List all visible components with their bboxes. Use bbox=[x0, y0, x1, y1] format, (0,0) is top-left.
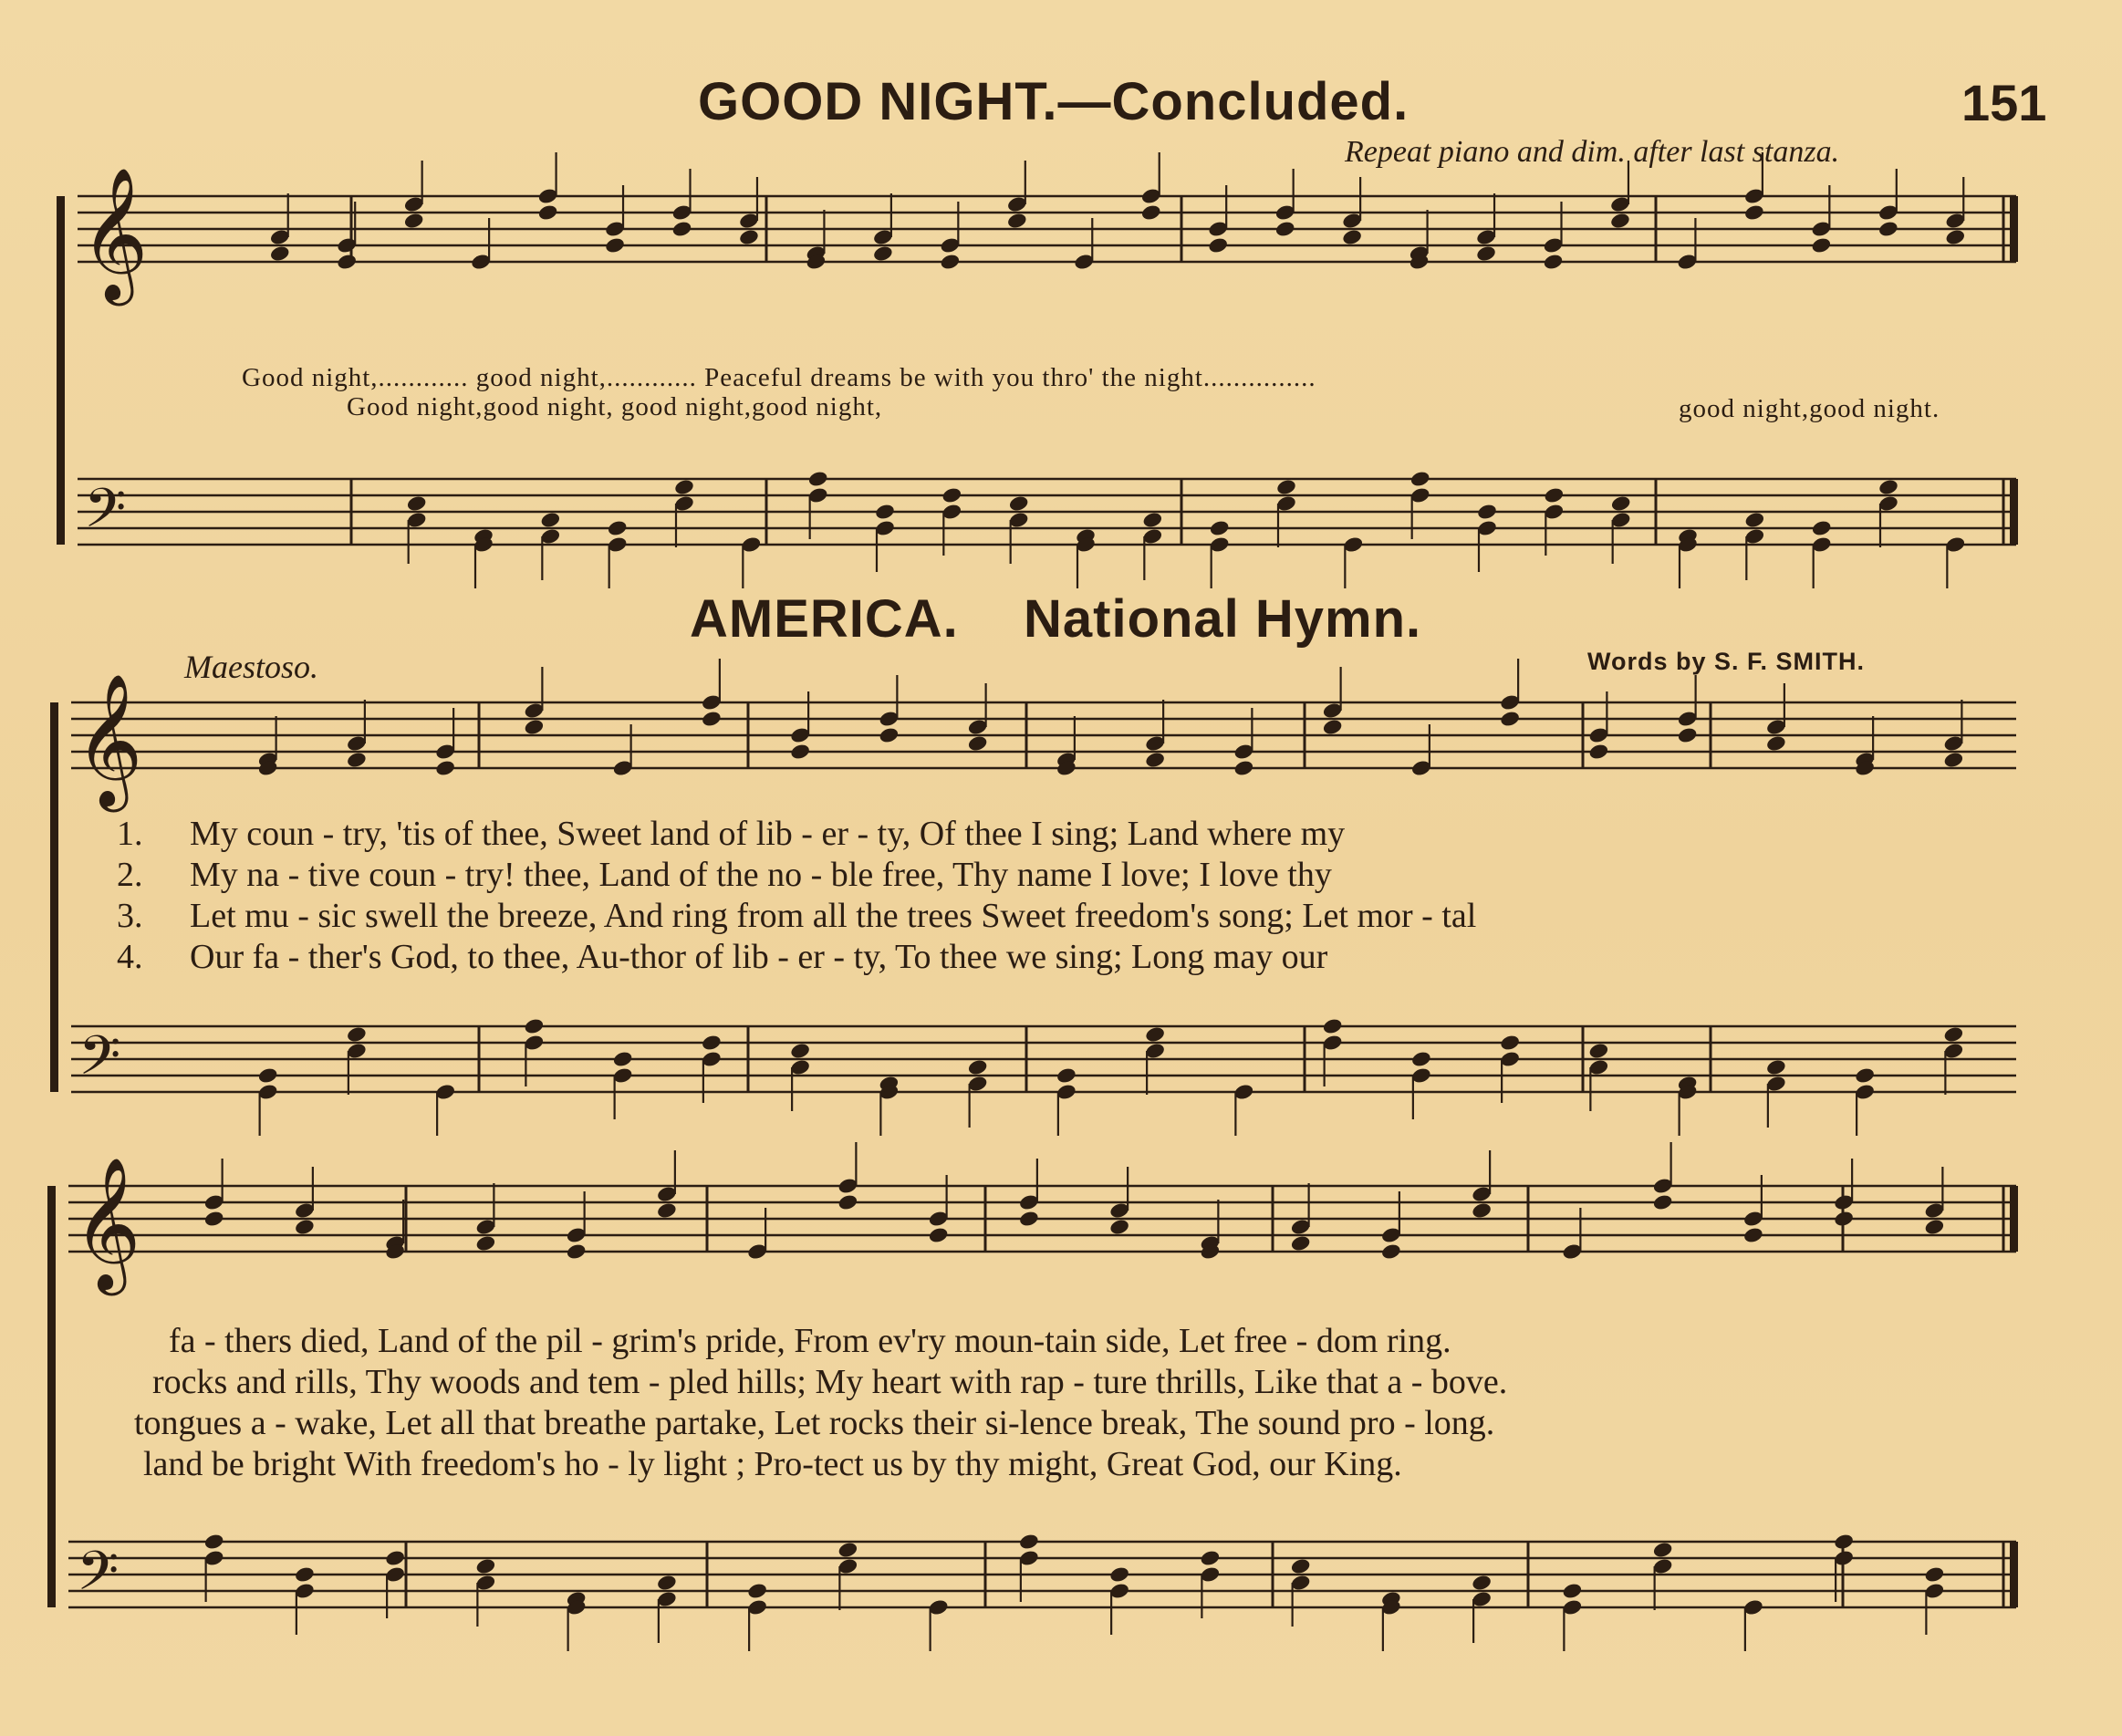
notehead bbox=[1108, 1565, 1130, 1584]
notehead bbox=[1290, 1557, 1312, 1575]
notehead bbox=[475, 1557, 497, 1575]
notehead bbox=[537, 203, 559, 222]
notehead bbox=[1341, 228, 1363, 246]
notehead bbox=[1854, 1066, 1876, 1085]
notehead bbox=[1588, 743, 1610, 761]
notehead bbox=[1476, 503, 1498, 521]
verse-number: 1. bbox=[117, 815, 143, 853]
notehead bbox=[1144, 751, 1166, 769]
final-barline bbox=[2010, 196, 2018, 262]
notehead bbox=[1275, 478, 1297, 496]
notehead bbox=[203, 1210, 225, 1228]
notehead bbox=[1765, 734, 1787, 753]
notehead bbox=[879, 726, 900, 744]
notehead bbox=[1471, 1574, 1493, 1592]
notehead bbox=[1274, 220, 1296, 238]
america-subtitle: National Hymn. bbox=[1024, 589, 1422, 649]
notehead bbox=[607, 519, 629, 537]
notehead bbox=[1588, 1042, 1610, 1060]
notehead bbox=[1144, 1025, 1166, 1044]
notehead bbox=[604, 236, 626, 255]
notehead bbox=[1878, 220, 1899, 238]
notehead bbox=[1544, 486, 1565, 504]
notehead bbox=[746, 1582, 768, 1600]
notehead bbox=[928, 1226, 950, 1244]
notehead bbox=[789, 1042, 811, 1060]
page-number: 151 bbox=[1961, 74, 2047, 131]
good-night-lyric-line-2-end: good night,good night. bbox=[1679, 394, 1940, 423]
tempo-marking: Maestoso. bbox=[184, 649, 318, 685]
good-night-lyric-line-1: Good night,............ good night,............ Peaceful dreams be with you thro' the night............... bbox=[242, 363, 1316, 392]
notehead bbox=[941, 486, 963, 504]
good-night-title: GOOD NIGHT.—Concluded. bbox=[698, 72, 1409, 131]
notehead bbox=[1499, 710, 1521, 728]
notehead bbox=[1140, 203, 1162, 222]
notehead bbox=[1924, 1565, 1946, 1584]
notehead bbox=[1056, 1066, 1077, 1085]
stanza-4-part-1: Our fa - ther's God, to thee, Au-thor of lib - er - ty, To thee we sing; Long may our bbox=[190, 938, 1328, 976]
notehead bbox=[837, 1541, 859, 1559]
notehead bbox=[203, 1533, 225, 1551]
notehead bbox=[1200, 1549, 1222, 1567]
notehead bbox=[789, 743, 811, 761]
notehead bbox=[524, 1017, 546, 1035]
notehead bbox=[1811, 236, 1833, 255]
notehead bbox=[1209, 519, 1231, 537]
notehead bbox=[1833, 1533, 1855, 1551]
final-barline bbox=[2010, 1186, 2018, 1252]
notehead bbox=[294, 1218, 316, 1236]
bass-clef-icon: 𝄢 bbox=[84, 476, 127, 553]
notehead bbox=[475, 1234, 497, 1253]
notehead bbox=[1410, 1050, 1432, 1068]
notehead bbox=[656, 1574, 678, 1592]
notehead bbox=[1018, 1210, 1040, 1228]
notehead bbox=[257, 1066, 279, 1085]
notehead bbox=[540, 511, 562, 529]
notehead bbox=[1142, 511, 1164, 529]
stanza-4-part-2: land be bright With freedom's ho - ly light ; Pro-tect us by thy might, Great God, our King. bbox=[143, 1445, 1402, 1483]
system-bracket bbox=[47, 1186, 56, 1607]
notehead bbox=[1108, 1218, 1130, 1236]
notehead bbox=[1610, 494, 1632, 513]
notehead bbox=[1008, 494, 1030, 513]
notehead bbox=[403, 212, 425, 230]
notehead bbox=[1475, 244, 1497, 263]
bass-clef-icon: 𝄢 bbox=[77, 1539, 120, 1616]
notehead bbox=[1878, 478, 1899, 496]
notehead bbox=[940, 253, 962, 271]
notehead bbox=[701, 1034, 723, 1052]
notehead bbox=[1543, 253, 1565, 271]
notehead bbox=[1743, 203, 1765, 222]
notehead bbox=[1811, 519, 1833, 537]
notehead bbox=[1609, 212, 1631, 230]
notehead bbox=[1409, 470, 1431, 488]
system-bracket bbox=[50, 702, 58, 1092]
notehead bbox=[1652, 1193, 1674, 1211]
america-title: AMERICA. bbox=[690, 589, 959, 649]
notehead bbox=[384, 1549, 406, 1567]
notehead bbox=[1018, 1533, 1040, 1551]
notehead bbox=[1562, 1582, 1584, 1600]
notehead bbox=[1006, 212, 1028, 230]
stanza-3-part-1: Let mu - sic swell the breeze, And ring from all the trees Sweet freedom's song; Let mor - tal bbox=[190, 897, 1477, 935]
repeat-direction: Repeat piano and dim. after last stanza. bbox=[1345, 135, 1840, 169]
final-barline bbox=[2010, 479, 2018, 545]
final-barline bbox=[2010, 1542, 2018, 1607]
notehead bbox=[1943, 1025, 1965, 1044]
notehead bbox=[1380, 1242, 1402, 1261]
bass-clef-icon: 𝄢 bbox=[78, 1024, 121, 1100]
notehead bbox=[1290, 1234, 1312, 1253]
notehead bbox=[1742, 1226, 1764, 1244]
treble-clef-icon: 𝄞 bbox=[75, 672, 143, 806]
treble-clef-icon: 𝄞 bbox=[73, 1156, 141, 1290]
notehead bbox=[1322, 1017, 1344, 1035]
notehead bbox=[346, 751, 368, 769]
verse-number: 3. bbox=[117, 897, 143, 935]
stanza-3-part-2: tongues a - wake, Let all that breathe partake, Let rocks their si-lence break, The sound pro - long. bbox=[134, 1404, 1495, 1442]
notehead bbox=[1765, 1058, 1787, 1076]
words-credit: Words by S. F. SMITH. bbox=[1587, 648, 1866, 675]
notehead bbox=[1944, 228, 1966, 246]
notehead bbox=[872, 244, 894, 263]
notehead bbox=[671, 220, 693, 238]
notehead bbox=[967, 734, 989, 753]
notehead bbox=[1471, 1201, 1493, 1220]
verse-number: 4. bbox=[117, 938, 143, 976]
verse-number: 2. bbox=[117, 856, 143, 894]
notehead bbox=[738, 228, 760, 246]
notehead bbox=[807, 470, 829, 488]
notehead bbox=[566, 1242, 588, 1261]
stanza-2-part-1: My na - tive coun - try! thee, Land of the no - ble free, Thy name I love; I love thy bbox=[190, 856, 1332, 894]
stanza-2-part-2: rocks and rills, Thy woods and tem - pled hills; My heart with rap - ture thrills, Like that a - bove. bbox=[152, 1363, 1508, 1401]
notehead bbox=[524, 718, 546, 736]
notehead bbox=[346, 1025, 368, 1044]
notehead bbox=[874, 503, 896, 521]
notehead bbox=[1943, 751, 1965, 769]
system-bracket bbox=[57, 196, 65, 545]
notehead bbox=[1207, 236, 1229, 255]
stanza-1-part-1: My coun - try, 'tis of thee, Sweet land of lib - er - ty, Of thee I sing; Land where my bbox=[190, 815, 1346, 853]
notehead bbox=[1677, 726, 1699, 744]
notehead bbox=[1924, 1218, 1946, 1236]
notehead bbox=[967, 1058, 989, 1076]
notehead bbox=[336, 253, 358, 271]
notehead bbox=[1233, 759, 1255, 777]
notehead bbox=[701, 710, 723, 728]
treble-clef-icon: 𝄞 bbox=[80, 166, 149, 300]
notehead bbox=[1322, 718, 1344, 736]
notehead bbox=[1744, 511, 1766, 529]
notehead bbox=[1499, 1034, 1521, 1052]
stanza-1-part-2: fa - thers died, Land of the pil - grim's pride, From ev'ry moun-tain side, Let free - dom ring. bbox=[169, 1322, 1451, 1360]
notehead bbox=[673, 478, 695, 496]
notehead bbox=[434, 759, 456, 777]
notehead bbox=[406, 494, 428, 513]
good-night-lyric-line-2: Good night,good night, good night,good night, bbox=[347, 392, 883, 421]
notehead bbox=[269, 244, 291, 263]
notehead bbox=[1652, 1541, 1674, 1559]
notehead bbox=[1833, 1210, 1855, 1228]
notehead bbox=[656, 1201, 678, 1220]
notehead bbox=[294, 1565, 316, 1584]
notehead bbox=[837, 1193, 859, 1211]
notehead bbox=[612, 1050, 634, 1068]
